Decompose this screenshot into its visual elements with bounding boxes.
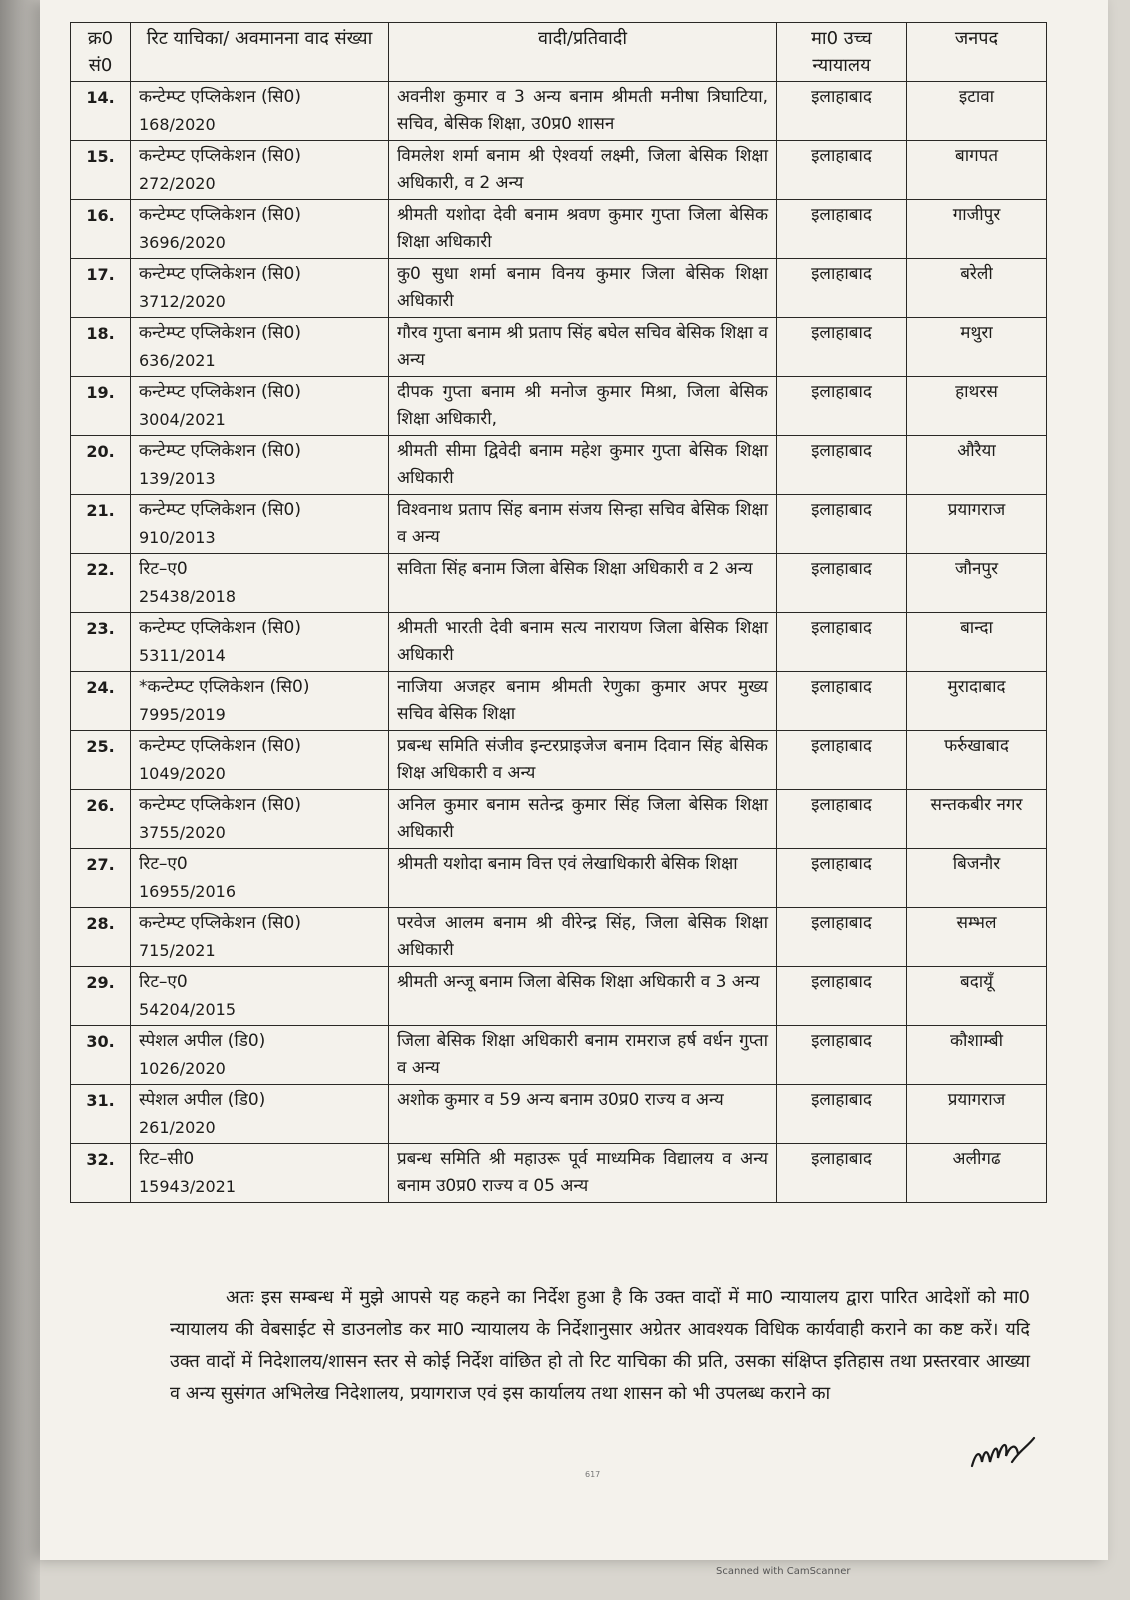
case-type: कन्टेम्प्ट एप्लिकेशन (सि0) [139, 264, 301, 284]
row-parties: विश्वनाथ प्रताप सिंह बनाम संजय सिन्हा सचिव बेसिक शिक्षा व अन्य [389, 495, 777, 554]
row-sno: 29. [71, 967, 131, 1026]
row-sno: 30. [71, 1026, 131, 1085]
row-sno: 21. [71, 495, 131, 554]
case-type: रिट–ए0 [139, 972, 188, 992]
row-district: बिजनौर [907, 849, 1047, 908]
row-case [131, 613, 389, 672]
row-parties: अशोक कुमार व 59 अन्य बनाम उ0प्र0 राज्य व अन्य [389, 1085, 777, 1144]
row-district: प्रयागराज [907, 495, 1047, 554]
case-type: कन्टेम्प्ट एप्लिकेशन (सि0) [139, 500, 301, 520]
row-case [131, 731, 389, 790]
case-number: 910/2013 [139, 528, 216, 547]
row-parties: श्रीमती सीमा द्विवेदी बनाम महेश कुमार गुप्ता बेसिक शिक्षा अधिकारी [389, 436, 777, 495]
table-body [71, 82, 1047, 1203]
case-type: कन्टेम्प्ट एप्लिकेशन (सि0) [139, 382, 301, 402]
table-row [71, 790, 1047, 849]
case-type: कन्टेम्प्ट एप्लिकेशन (सि0) [139, 323, 301, 343]
row-case [131, 495, 389, 554]
case-number: 261/2020 [139, 1118, 216, 1137]
case-number: 715/2021 [139, 941, 216, 960]
row-district: अलीगढ [907, 1144, 1047, 1203]
case-type: *कन्टेम्प्ट एप्लिकेशन (सि0) [139, 677, 310, 697]
case-number: 16955/2016 [139, 882, 237, 901]
case-number: 1049/2020 [139, 764, 226, 783]
row-district: औरैया [907, 436, 1047, 495]
row-parties: अवनीश कुमार व 3 अन्य बनाम श्रीमती मनीषा त्रिघाटिया, सचिव, बेसिक शिक्षा, उ0प्र0 शासन [389, 82, 777, 141]
scanner-watermark: Scanned with CamScanner [716, 1566, 851, 1577]
row-case [131, 967, 389, 1026]
row-sno: 20. [71, 436, 131, 495]
row-court: इलाहाबाद [777, 82, 907, 141]
row-sno: 31. [71, 1085, 131, 1144]
row-case [131, 554, 389, 613]
case-type: कन्टेम्प्ट एप्लिकेशन (सि0) [139, 736, 301, 756]
row-court: इलाहाबाद [777, 436, 907, 495]
page-number: 617 [585, 1470, 601, 1479]
case-number: 7995/2019 [139, 705, 226, 724]
table-row [71, 1026, 1047, 1085]
row-court: इलाहाबाद [777, 554, 907, 613]
row-parties: सविता सिंह बनाम जिला बेसिक शिक्षा अधिकारी व 2 अन्य [389, 554, 777, 613]
row-court: इलाहाबाद [777, 141, 907, 200]
table-row [71, 141, 1047, 200]
row-sno: 19. [71, 377, 131, 436]
case-type: कन्टेम्प्ट एप्लिकेशन (सि0) [139, 795, 301, 815]
table-row [71, 554, 1047, 613]
row-sno: 16. [71, 200, 131, 259]
row-court: इलाहाबाद [777, 200, 907, 259]
row-district: बदायूँ [907, 967, 1047, 1026]
row-parties: कु0 सुधा शर्मा बनाम विनय कुमार जिला बेसिक शिक्षा अधिकारी [389, 259, 777, 318]
case-number: 272/2020 [139, 174, 216, 193]
row-sno: 22. [71, 554, 131, 613]
row-parties: जिला बेसिक शिक्षा अधिकारी बनाम रामराज हर्ष वर्धन गुप्ता व अन्य [389, 1026, 777, 1085]
case-type: स्पेशल अपील (डि0) [139, 1031, 266, 1051]
header-court: मा0 उच्च न्यायालय [777, 23, 907, 82]
case-number: 3004/2021 [139, 410, 226, 429]
row-sno: 25. [71, 731, 131, 790]
table-row [71, 495, 1047, 554]
case-type: कन्टेम्प्ट एप्लिकेशन (सि0) [139, 87, 301, 107]
row-case [131, 82, 389, 141]
row-case [131, 377, 389, 436]
table-row [71, 1085, 1047, 1144]
row-court: इलाहाबाद [777, 1026, 907, 1085]
case-number: 168/2020 [139, 115, 216, 134]
case-type: कन्टेम्प्ट एप्लिकेशन (सि0) [139, 913, 301, 933]
row-sno: 24. [71, 672, 131, 731]
instruction-paragraph: अतः इस सम्बन्ध में मुझे आपसे यह कहने का निर्देश हुआ है कि उक्त वादों में मा0 न्यायालय द्वारा पारित आदेशों को मा0 न्यायालय की वेबसाईट से डाउनलोड कर मा0 न्यायालय के निर्देशानुसार अग्रेतर आवश्यक विधिक कार्यवाही कराने का कष्ट करें। यदि उक्त वादों में निदेशालय/शासन स्तर से कोई निर्देश वांछित हो तो रिट याचिका की प्रति, उसका संक्षिप्त इतिहास तथा प्रस्तरवार आख्या व अन्य सुसंगत अभिलेख निदेशालय, प्रयागराज एवं इस कार्यालय तथा शासन को भी उपलब्ध कराने का [170, 1287, 1030, 1404]
header-case: रिट याचिका/ अवमानना वाद संख्या [131, 23, 389, 82]
table-row [71, 436, 1047, 495]
row-parties: श्रीमती अन्जू बनाम जिला बेसिक शिक्षा अधिकारी व 3 अन्य [389, 967, 777, 1026]
row-case [131, 908, 389, 967]
row-court: इलाहाबाद [777, 967, 907, 1026]
case-number: 139/2013 [139, 469, 216, 488]
row-case [131, 672, 389, 731]
row-sno: 14. [71, 82, 131, 141]
case-type: कन्टेम्प्ट एप्लिकेशन (सि0) [139, 205, 301, 225]
row-district: फर्रुखाबाद [907, 731, 1047, 790]
row-case [131, 849, 389, 908]
row-parties: दीपक गुप्ता बनाम श्री मनोज कुमार मिश्रा, जिला बेसिक शिक्षा अधिकारी, [389, 377, 777, 436]
row-parties: परवेज आलम बनाम श्री वीरेन्द्र सिंह, जिला बेसिक शिक्षा अधिकारी [389, 908, 777, 967]
header-district: जनपद [907, 23, 1047, 82]
row-court: इलाहाबाद [777, 1085, 907, 1144]
row-parties: प्रबन्ध समिति संजीव इन्टरप्राइजेज बनाम दिवान सिंह बेसिक शिक्ष अधिकारी व अन्य [389, 731, 777, 790]
row-parties: गौरव गुप्ता बनाम श्री प्रताप सिंह बघेल सचिव बेसिक शिक्षा व अन्य [389, 318, 777, 377]
row-case [131, 1026, 389, 1085]
table-row [71, 849, 1047, 908]
case-type: कन्टेम्प्ट एप्लिकेशन (सि0) [139, 441, 301, 461]
row-case [131, 259, 389, 318]
row-district: बरेली [907, 259, 1047, 318]
row-case [131, 1085, 389, 1144]
row-district: बान्दा [907, 613, 1047, 672]
signature-icon [968, 1432, 1038, 1476]
table-header-row [71, 23, 1047, 82]
cases-table [70, 22, 1047, 1203]
row-court: इलाहाबाद [777, 613, 907, 672]
row-sno: 26. [71, 790, 131, 849]
case-number: 5311/2014 [139, 646, 226, 665]
row-court: इलाहाबाद [777, 849, 907, 908]
row-district: इटावा [907, 82, 1047, 141]
row-district: जौनपुर [907, 554, 1047, 613]
row-sno: 18. [71, 318, 131, 377]
row-court: इलाहाबाद [777, 495, 907, 554]
table-row [71, 259, 1047, 318]
row-district: कौशाम्बी [907, 1026, 1047, 1085]
case-type: कन्टेम्प्ट एप्लिकेशन (सि0) [139, 146, 301, 166]
row-court: इलाहाबाद [777, 731, 907, 790]
row-sno: 17. [71, 259, 131, 318]
row-sno: 28. [71, 908, 131, 967]
row-district: प्रयागराज [907, 1085, 1047, 1144]
table-row [71, 1144, 1047, 1203]
row-court: इलाहाबाद [777, 908, 907, 967]
row-district: मथुरा [907, 318, 1047, 377]
row-parties: श्रीमती भारती देवी बनाम सत्य नारायण जिला बेसिक शिक्षा अधिकारी [389, 613, 777, 672]
header-parties: वादी/प्रतिवादी [389, 23, 777, 82]
row-case [131, 318, 389, 377]
table-row [71, 377, 1047, 436]
case-number: 25438/2018 [139, 587, 237, 606]
case-type: रिट–सी0 [139, 1149, 195, 1169]
row-parties: श्रीमती यशोदा देवी बनाम श्रवण कुमार गुप्ता जिला बेसिक शिक्षा अधिकारी [389, 200, 777, 259]
row-district: गाजीपुर [907, 200, 1047, 259]
case-number: 3712/2020 [139, 292, 226, 311]
row-parties: श्रीमती यशोदा बनाम वित्त एवं लेखाधिकारी बेसिक शिक्षा [389, 849, 777, 908]
row-case [131, 790, 389, 849]
case-number: 54204/2015 [139, 1000, 237, 1019]
row-court: इलाहाबाद [777, 318, 907, 377]
case-type: कन्टेम्प्ट एप्लिकेशन (सि0) [139, 618, 301, 638]
row-case [131, 200, 389, 259]
table-row [71, 908, 1047, 967]
header-sno: क्र0 सं0 [71, 23, 131, 82]
table-row [71, 82, 1047, 141]
row-parties: नाजिया अजहर बनाम श्रीमती रेणुका कुमार अपर मुख्य सचिव बेसिक शिक्षा [389, 672, 777, 731]
row-parties: अनिल कुमार बनाम सतेन्द्र कुमार सिंह जिला बेसिक शिक्षा अधिकारी [389, 790, 777, 849]
row-sno: 27. [71, 849, 131, 908]
row-court: इलाहाबाद [777, 672, 907, 731]
case-number: 636/2021 [139, 351, 216, 370]
row-case [131, 436, 389, 495]
table-row [71, 672, 1047, 731]
row-district: हाथरस [907, 377, 1047, 436]
table-row [71, 200, 1047, 259]
row-parties: विमलेश शर्मा बनाम श्री ऐश्वर्या लक्ष्मी, जिला बेसिक शिक्षा अधिकारी, व 2 अन्य [389, 141, 777, 200]
case-number: 15943/2021 [139, 1177, 237, 1196]
row-court: इलाहाबाद [777, 790, 907, 849]
row-case [131, 141, 389, 200]
table-row [71, 731, 1047, 790]
row-court: इलाहाबाद [777, 377, 907, 436]
row-court: इलाहाबाद [777, 1144, 907, 1203]
table-row [71, 318, 1047, 377]
case-number: 3696/2020 [139, 233, 226, 252]
case-type: रिट–ए0 [139, 559, 188, 579]
table-row [71, 613, 1047, 672]
row-parties: प्रबन्ध समिति श्री महाउरू पूर्व माध्यमिक विद्यालय व अन्य बनाम उ0प्र0 राज्य व 05 अन्य [389, 1144, 777, 1203]
row-court: इलाहाबाद [777, 259, 907, 318]
case-number: 1026/2020 [139, 1059, 226, 1078]
row-district: सम्भल [907, 908, 1047, 967]
row-sno: 32. [71, 1144, 131, 1203]
row-district: सन्तकबीर नगर [907, 790, 1047, 849]
row-district: मुरादाबाद [907, 672, 1047, 731]
case-type: स्पेशल अपील (डि0) [139, 1090, 266, 1110]
row-case [131, 1144, 389, 1203]
case-type: रिट–ए0 [139, 854, 188, 874]
scan-edge-shadow [0, 0, 40, 1600]
row-district: बागपत [907, 141, 1047, 200]
row-sno: 15. [71, 141, 131, 200]
table-row [71, 967, 1047, 1026]
row-sno: 23. [71, 613, 131, 672]
case-number: 3755/2020 [139, 823, 226, 842]
